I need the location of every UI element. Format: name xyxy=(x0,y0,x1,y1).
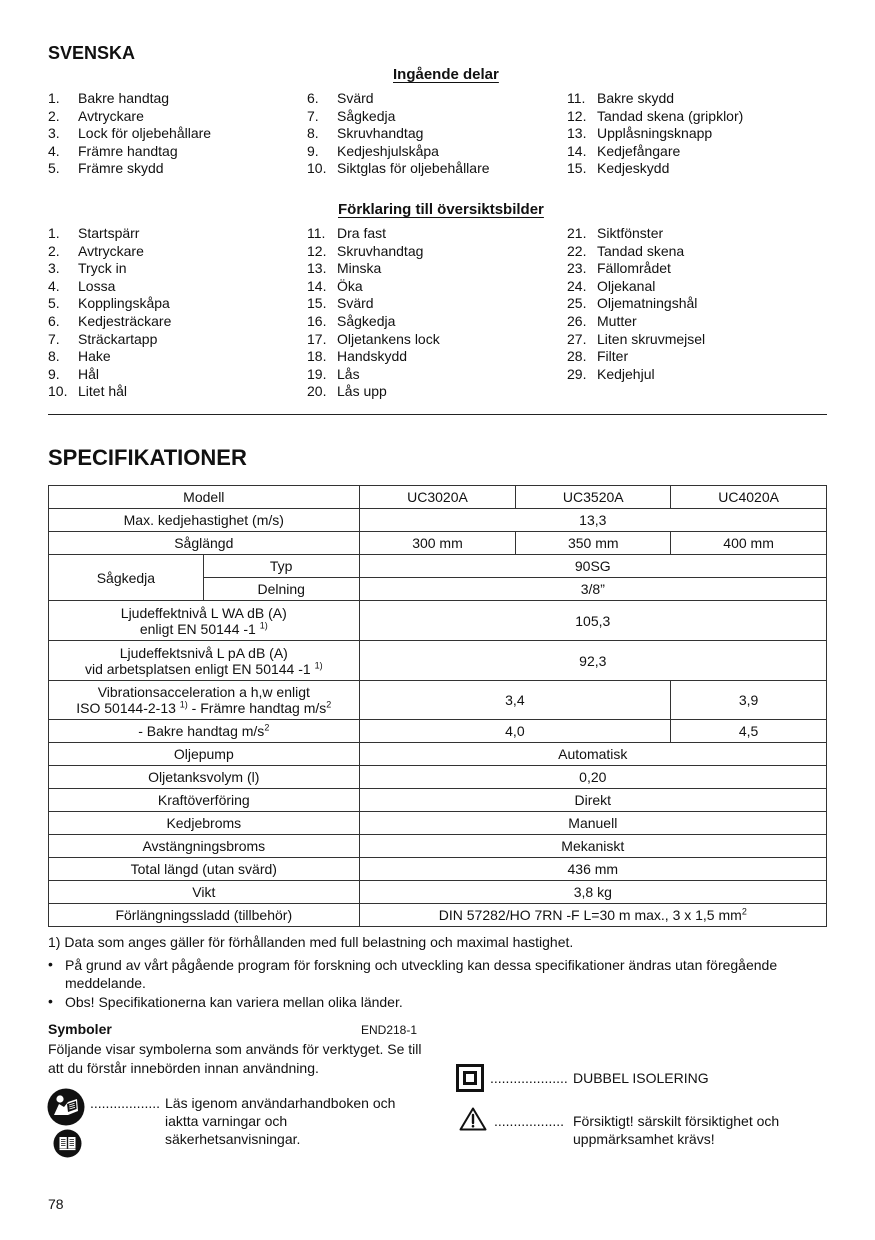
lwa-line1: Ljudeffektnivå L WA dB (A) xyxy=(120,604,287,621)
list-item xyxy=(48,225,171,243)
symbols-code: END218-1 xyxy=(361,1023,418,1037)
list-item-number: 15. xyxy=(567,160,587,177)
list-item xyxy=(48,313,171,331)
list-item xyxy=(307,108,490,126)
list-item xyxy=(307,331,440,349)
list-item xyxy=(567,260,705,278)
list-item xyxy=(307,260,440,278)
rear-handle-label xyxy=(49,720,360,743)
list-item-label: Oljekanal xyxy=(597,277,656,294)
list-item-number: 4. xyxy=(48,277,60,294)
lpa-value: 92,3 xyxy=(359,641,826,681)
table-row xyxy=(49,532,827,555)
vibration-label xyxy=(49,681,360,720)
list-item xyxy=(307,383,440,401)
vibration-line2b: - Främre handtag m/s xyxy=(187,700,327,716)
spec-table xyxy=(48,485,827,927)
list-item-label: Svärd xyxy=(337,295,374,312)
table-row xyxy=(49,858,827,881)
table-row xyxy=(49,601,827,641)
list-item-label: Oljematningshål xyxy=(597,295,698,312)
length-1: 300 mm xyxy=(359,532,516,555)
list-item-number: 27. xyxy=(567,330,587,347)
list-item-number: 1. xyxy=(48,225,60,241)
type-label: Typ xyxy=(203,555,359,578)
max-speed-label: Max. kedjehastighet (m/s) xyxy=(49,509,360,532)
list-item-label: Lås xyxy=(337,365,360,382)
list-item-number: 13. xyxy=(307,260,327,277)
table-row xyxy=(49,881,827,904)
list-item-label: Främre skydd xyxy=(78,160,164,177)
parts-title: Ingående delar xyxy=(393,66,499,83)
list-item-number: 24. xyxy=(567,277,587,294)
list-item xyxy=(48,295,171,313)
type-value: 90SG xyxy=(359,555,826,578)
list-item-label: Hål xyxy=(78,365,100,382)
list-item-number: 28. xyxy=(567,348,587,365)
list-item-label: Främre handtag xyxy=(78,142,178,159)
page-number: 78 xyxy=(48,1196,64,1212)
list-item-label: Sågkedja xyxy=(337,107,396,124)
list-item-number: 25. xyxy=(567,295,587,312)
list-item-number: 17. xyxy=(307,330,327,347)
length-label: Såglängd xyxy=(49,532,360,555)
spec-label: Kedjebroms xyxy=(49,812,360,835)
list-item-label: Tandad skena xyxy=(597,242,685,259)
list-item xyxy=(307,313,440,331)
list-item-label: Tandad skena (gripklor) xyxy=(597,107,744,124)
spec-value: Direkt xyxy=(359,789,826,812)
list-item xyxy=(567,108,743,126)
list-item-number: 12. xyxy=(567,107,587,124)
list-item xyxy=(48,90,211,108)
list-item xyxy=(307,243,440,261)
rear-handle-sup: 2 xyxy=(264,722,270,733)
model-label: Modell xyxy=(49,486,360,509)
list-item-number: 8. xyxy=(48,348,60,365)
warning-triangle-icon xyxy=(459,1107,487,1131)
vibration-unit-sup: 2 xyxy=(326,699,332,710)
list-item-number: 20. xyxy=(307,383,327,400)
list-item-number: 3. xyxy=(48,260,60,277)
bullet-text: Obs! Specifikationerna kan variera mellan olika länder. xyxy=(65,994,403,1010)
divider xyxy=(48,414,827,415)
spec-label: Kraftöverföring xyxy=(49,789,360,812)
read-manual-icon xyxy=(47,1088,85,1126)
spec-label: Oljepump xyxy=(49,743,360,766)
model-1: UC3020A xyxy=(359,486,516,509)
language-heading: SVENSKA xyxy=(48,43,136,63)
extension-label: Förlängningssladd (tillbehör) xyxy=(49,904,360,927)
vibration-rear-b: 4,5 xyxy=(671,720,827,743)
list-item-number: 5. xyxy=(48,160,60,177)
list-item xyxy=(307,278,440,296)
list-item xyxy=(567,125,743,143)
rear-handle-text: - Bakre handtag m/s xyxy=(138,723,265,739)
lpa-label xyxy=(49,641,360,681)
spec-label: Avstängningsbroms xyxy=(49,835,360,858)
list-item xyxy=(567,366,705,384)
list-item xyxy=(307,225,440,243)
list-item-label: Svärd xyxy=(337,90,374,106)
list-item-label: Siktfönster xyxy=(597,225,664,241)
read-manual-dots: .................. xyxy=(90,1095,161,1111)
list-item-label: Kedjefångare xyxy=(597,142,681,159)
lwa-line2: enligt EN 50144 -1 xyxy=(139,620,260,637)
list-item-number: 7. xyxy=(307,107,319,124)
list-item xyxy=(307,143,490,161)
list-column xyxy=(307,90,490,178)
list-item-label: Skruvhandtag xyxy=(337,125,424,142)
list-item-number: 4. xyxy=(48,142,60,159)
list-item-label: Avtryckare xyxy=(78,107,144,124)
pitch-label: Delning xyxy=(203,578,359,601)
list-item-label: Tryck in xyxy=(78,260,127,277)
bullet-item xyxy=(48,956,828,992)
vibration-footnote-ref: 1) xyxy=(179,699,188,710)
list-item xyxy=(307,125,490,143)
length-2: 350 mm xyxy=(516,532,671,555)
list-item xyxy=(567,331,705,349)
list-item-number: 23. xyxy=(567,260,587,277)
list-item-number: 13. xyxy=(567,125,587,142)
list-item xyxy=(48,383,171,401)
max-speed-value: 13,3 xyxy=(359,509,826,532)
list-item xyxy=(307,160,490,178)
list-item-number: 6. xyxy=(307,90,319,106)
list-item-label: Filter xyxy=(597,348,629,365)
list-item-number: 18. xyxy=(307,348,327,365)
list-item-label: Avtryckare xyxy=(78,242,144,259)
table-row xyxy=(49,681,827,720)
lpa-line1: Ljudeffektsnivå L pA dB (A) xyxy=(119,644,288,661)
list-item-label: Sågkedja xyxy=(337,312,396,329)
list-column xyxy=(567,225,705,383)
pitch-value: 3/8” xyxy=(359,578,826,601)
list-item-label: Fällområdet xyxy=(597,260,671,277)
list-item xyxy=(307,90,490,108)
list-item-label: Siktglas för oljebehållare xyxy=(337,160,490,177)
list-item xyxy=(307,295,440,313)
footnote: 1) Data som anges gäller för förhållanden med full belastning och maximal hastighet. xyxy=(48,934,574,950)
explanation-title: Förklaring till översiktsbilder xyxy=(338,201,544,218)
list-item-number: 26. xyxy=(567,312,587,329)
list-item-number: 5. xyxy=(48,295,60,312)
list-item xyxy=(307,366,440,384)
table-row xyxy=(49,509,827,532)
list-item-label: Bakre handtag xyxy=(78,90,170,106)
spec-label: Vikt xyxy=(49,881,360,904)
list-item-number: 9. xyxy=(307,142,319,159)
list-item-label: Lossa xyxy=(78,277,116,294)
list-item-number: 3. xyxy=(48,125,60,142)
list-item-label: Dra fast xyxy=(337,225,387,241)
lwa-footnote-ref: 1) xyxy=(259,619,268,630)
caution-dots: .................. xyxy=(494,1113,565,1129)
bullet-item xyxy=(48,993,828,1011)
table-row xyxy=(49,720,827,743)
list-column xyxy=(48,90,211,178)
model-3: UC4020A xyxy=(671,486,827,509)
symbols-intro: Följande visar symbolerna som används för verktyget. Se till att du förstår innebörden innan användning. xyxy=(48,1041,422,1076)
list-item-label: Lås upp xyxy=(337,383,387,400)
list-item xyxy=(567,243,705,261)
list-item-number: 10. xyxy=(307,160,327,177)
list-item xyxy=(48,143,211,161)
list-item-label: Lock för oljebehållare xyxy=(78,125,212,142)
spec-value: Automatisk xyxy=(359,743,826,766)
double-insulation-text: DUBBEL ISOLERING xyxy=(573,1070,709,1086)
list-item xyxy=(567,313,705,331)
extension-value xyxy=(359,904,826,927)
list-item-number: 29. xyxy=(567,365,587,382)
list-item xyxy=(567,278,705,296)
vibration-rear-a: 4,0 xyxy=(359,720,671,743)
list-item-label: Sträckartapp xyxy=(78,330,158,347)
vibration-line1: Vibrationsacceleration a h,w enligt xyxy=(97,684,310,700)
list-item-number: 8. xyxy=(307,125,319,142)
list-item-number: 11. xyxy=(307,225,326,241)
extension-sup: 2 xyxy=(741,906,747,917)
extension-text: DIN 57282/HO 7RN -F L=30 m max., 3 x 1,5 mm xyxy=(438,907,742,923)
list-item xyxy=(307,348,440,366)
table-row xyxy=(49,641,827,681)
vibration-front-b: 3,9 xyxy=(671,681,827,720)
list-item-number: 7. xyxy=(48,330,60,347)
list-item-label: Upplåsningsknapp xyxy=(597,125,713,142)
spec-title: SPECIFIKATIONER xyxy=(48,445,247,470)
list-item-label: Öka xyxy=(337,277,363,294)
list-item-label: Kedjeskydd xyxy=(597,160,670,177)
list-item-label: Kedjehjul xyxy=(597,365,655,382)
spec-label: Total längd (utan svärd) xyxy=(49,858,360,881)
vibration-front-a: 3,4 xyxy=(359,681,671,720)
list-column xyxy=(567,90,743,178)
spec-value: 3,8 kg xyxy=(359,881,826,904)
spec-value: Manuell xyxy=(359,812,826,835)
list-item-number: 11. xyxy=(567,90,586,106)
list-item xyxy=(567,90,743,108)
list-item-label: Skruvhandtag xyxy=(337,242,424,259)
list-item xyxy=(567,225,705,243)
lwa-label xyxy=(49,601,360,641)
list-item-number: 1. xyxy=(48,90,60,106)
table-row xyxy=(49,766,827,789)
list-item-label: Handskydd xyxy=(337,348,408,365)
symbols-title: Symboler xyxy=(48,1021,112,1037)
table-row xyxy=(49,486,827,509)
list-item-label: Bakre skydd xyxy=(597,90,675,106)
table-row xyxy=(49,904,827,927)
list-item xyxy=(48,260,171,278)
list-item-label: Startspärr xyxy=(78,225,140,241)
table-row xyxy=(49,743,827,766)
list-item-number: 6. xyxy=(48,312,60,329)
list-item-number: 9. xyxy=(48,365,60,382)
list-item-label: Liten skruvmejsel xyxy=(597,330,706,347)
list-item-number: 22. xyxy=(567,242,587,259)
list-item-number: 14. xyxy=(567,142,587,159)
list-item xyxy=(48,243,171,261)
list-item xyxy=(48,108,211,126)
list-item xyxy=(567,160,743,178)
list-item xyxy=(567,295,705,313)
list-column xyxy=(48,225,171,401)
caution-text: Försiktigt! särskilt försiktighet och uppmärksamhet krävs! xyxy=(573,1113,780,1147)
list-item-label: Kopplingskåpa xyxy=(78,295,170,312)
table-row xyxy=(49,789,827,812)
double-insulation-dots: .................... xyxy=(490,1070,568,1086)
chain-label: Sågkedja xyxy=(49,555,204,601)
list-item-label: Minska xyxy=(337,260,382,277)
bullet-marker: • xyxy=(48,956,53,972)
list-item-label: Oljetankens lock xyxy=(337,330,440,347)
list-item-number: 16. xyxy=(307,312,327,329)
lpa-line2: vid arbetsplatsen enligt EN 50144 -1 xyxy=(84,660,315,677)
list-item-number: 21. xyxy=(567,225,587,241)
list-item xyxy=(48,160,211,178)
list-item-label: Kedjesträckare xyxy=(78,312,172,329)
spec-value: 0,20 xyxy=(359,766,826,789)
spec-value: Mekaniskt xyxy=(359,835,826,858)
vibration-line2a: ISO 50144-2-13 xyxy=(76,700,180,716)
list-item-label: Litet hål xyxy=(78,383,128,400)
list-item-label: Hake xyxy=(78,348,111,365)
table-row xyxy=(49,555,827,578)
list-item xyxy=(48,125,211,143)
list-item xyxy=(567,143,743,161)
list-item-number: 2. xyxy=(48,242,60,259)
list-item xyxy=(567,348,705,366)
list-item-number: 19. xyxy=(307,365,327,382)
lwa-value: 105,3 xyxy=(359,601,826,641)
list-item-number: 2. xyxy=(48,107,60,124)
list-item-label: Mutter xyxy=(597,312,637,329)
table-row xyxy=(49,835,827,858)
read-manual-text: Läs igenom användarhandboken och iaktta varningar och säkerhetsanvisningar. xyxy=(165,1095,396,1147)
length-3: 400 mm xyxy=(671,532,827,555)
bullet-marker: • xyxy=(48,993,53,1009)
list-item xyxy=(48,278,171,296)
simple-spec-rows xyxy=(49,743,827,904)
double-insulation-icon xyxy=(456,1064,484,1092)
model-2: UC3520A xyxy=(516,486,671,509)
lpa-footnote-ref: 1) xyxy=(314,659,323,670)
spec-label: Oljetanksvolym (l) xyxy=(49,766,360,789)
list-item xyxy=(48,348,171,366)
list-item xyxy=(48,331,171,349)
book-icon xyxy=(53,1129,82,1158)
list-item-number: 12. xyxy=(307,242,327,259)
list-item-number: 10. xyxy=(48,383,68,400)
list-item-number: 14. xyxy=(307,277,327,294)
list-item-number: 15. xyxy=(307,295,327,312)
table-row xyxy=(49,812,827,835)
list-item xyxy=(48,366,171,384)
list-item-label: Kedjeshjulskåpa xyxy=(337,142,439,159)
bullet-text: På grund av vårt pågående program för forskning och utveckling kan dessa specifikationer ändras utan föregående meddelande. xyxy=(65,957,778,991)
list-column xyxy=(307,225,440,401)
spec-value: 436 mm xyxy=(359,858,826,881)
